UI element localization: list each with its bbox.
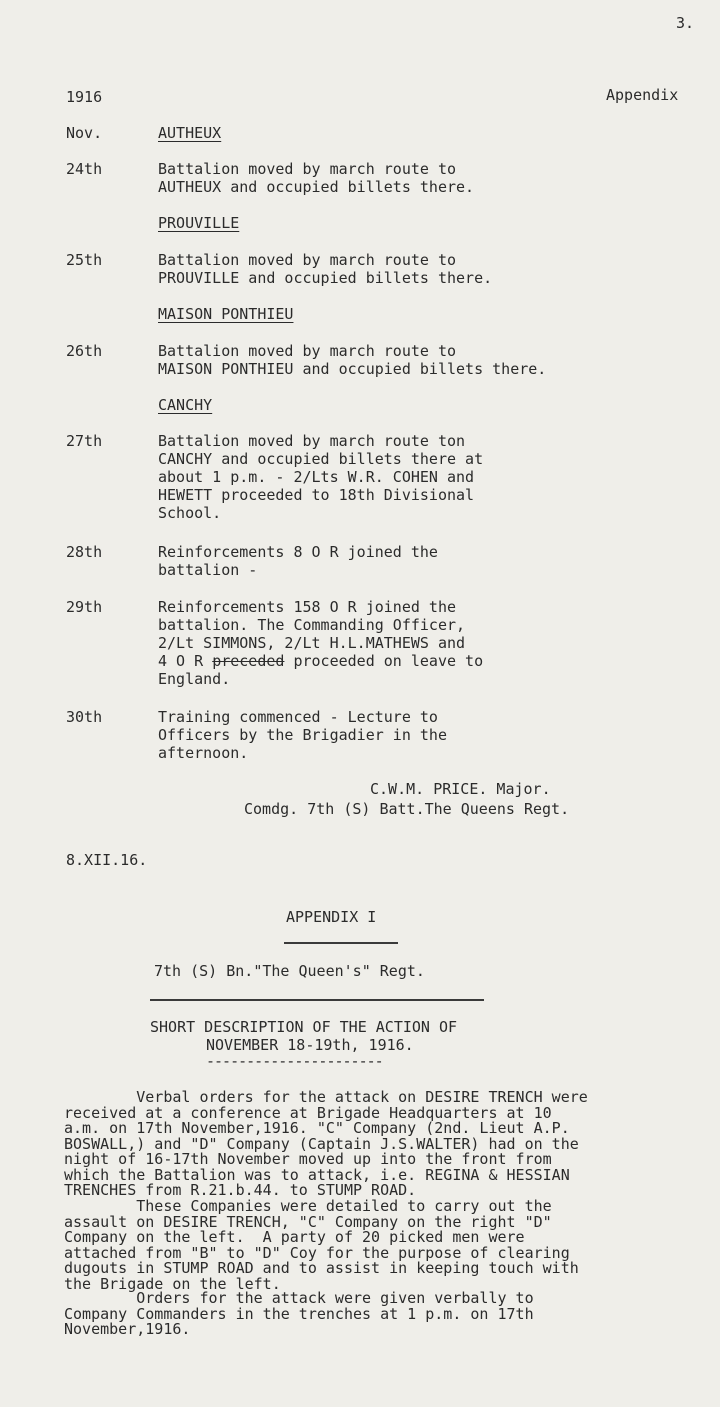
entry-line: 2/Lt SIMMONS, 2/Lt H.L.MATHEWS and: [158, 634, 466, 652]
entry-heading: AUTHEUX: [158, 124, 222, 142]
body-paragraph: Verbal orders for the attack on DESIRE TRENCH were received at a conference at Brigade Headquarters at 10 a.m. on 17th November,1916. "C" Company (2nd. Lieut A.P. BOSWALL,) and "D" Company (Captain J.S.WALTER) had on the night of 16-17th November moved up into the front from which the Battalion was to attack, i.e. REGINA & HESSIAN TRENCHES from R.21.b.44. to STUMP ROAD.: [64, 1088, 588, 1199]
appendix-title: APPENDIX I: [286, 908, 377, 926]
entry-line: Training commenced - Lecture to: [158, 708, 438, 726]
entry-line: afternoon.: [158, 744, 249, 762]
description-dashed-underline: ----------------------: [206, 1052, 383, 1070]
entry-day: 25th: [66, 251, 103, 269]
entry-line: Battalion moved by march route to: [158, 160, 457, 178]
entry-line: Reinforcements 8 O R joined the: [158, 543, 438, 561]
month-label: Nov.: [66, 124, 103, 142]
entry-day: 29th: [66, 598, 103, 616]
entry-line: PROUVILLE and occupied billets there.: [158, 269, 493, 287]
signature-name: C.W.M. PRICE. Major.: [370, 780, 551, 798]
entry-line: about 1 p.m. - 2/Lts W.R. COHEN and: [158, 468, 475, 486]
signature-title: Comdg. 7th (S) Batt.The Queens Regt.: [244, 800, 570, 818]
entry-line: Battalion moved by march route to: [158, 342, 457, 360]
entry-day: 28th: [66, 543, 103, 561]
entry-line-with-strike: 4 O R preceded proceeded on leave to: [158, 652, 484, 670]
body-paragraph: These Companies were detailed to carry out the assault on DESIRE TRENCH, "C" Company on the right "D" Company on the left. A party of 20 picked men were attached from "B" to "D" Coy for the purpose of clearing dugouts in STUMP ROAD and to assist in keeping touch with the Brigade on the left.: [64, 1197, 579, 1293]
page-number: 3.: [676, 14, 695, 32]
entry-heading: PROUVILLE: [158, 214, 240, 232]
header-appendix: Appendix: [606, 86, 679, 104]
entry-line: England.: [158, 670, 231, 688]
document-date: 8.XII.16.: [66, 851, 148, 869]
entry-line: CANCHY and occupied billets there at: [158, 450, 484, 468]
entry-day: 26th: [66, 342, 103, 360]
entry-heading: CANCHY: [158, 396, 213, 414]
entry-line: Battalion moved by march route ton: [158, 432, 466, 450]
entry-day: 24th: [66, 160, 103, 178]
entry-line: AUTHEUX and occupied billets there.: [158, 178, 475, 196]
unit-name: 7th (S) Bn."The Queen's" Regt.: [154, 962, 425, 980]
body-paragraph: Orders for the attack were given verbally to Company Commanders in the trenches at 1 p.m. on 17th November,1916.: [64, 1289, 534, 1338]
entry-line: Battalion moved by march route to: [158, 251, 457, 269]
entry-day: 30th: [66, 708, 103, 726]
entry-line: MAISON PONTHIEU and occupied billets there.: [158, 360, 547, 378]
header-year: 1916: [66, 88, 103, 106]
struck-word: preceded: [212, 652, 285, 670]
unit-underline: [150, 999, 484, 1001]
entry-line: School.: [158, 504, 222, 522]
description-title-line: SHORT DESCRIPTION OF THE ACTION OF: [150, 1018, 458, 1036]
description-title-line: NOVEMBER 18-19th, 1916.: [206, 1036, 414, 1054]
entry-line: battalion. The Commanding Officer,: [158, 616, 466, 634]
entry-line: Officers by the Brigadier in the: [158, 726, 447, 744]
appendix-underline: [284, 942, 398, 944]
entry-heading: MAISON PONTHIEU: [158, 305, 294, 323]
entry-line: Reinforcements 158 O R joined the: [158, 598, 457, 616]
entry-line: battalion -: [158, 561, 258, 579]
entry-day: 27th: [66, 432, 103, 450]
entry-line: HEWETT proceeded to 18th Divisional: [158, 486, 475, 504]
